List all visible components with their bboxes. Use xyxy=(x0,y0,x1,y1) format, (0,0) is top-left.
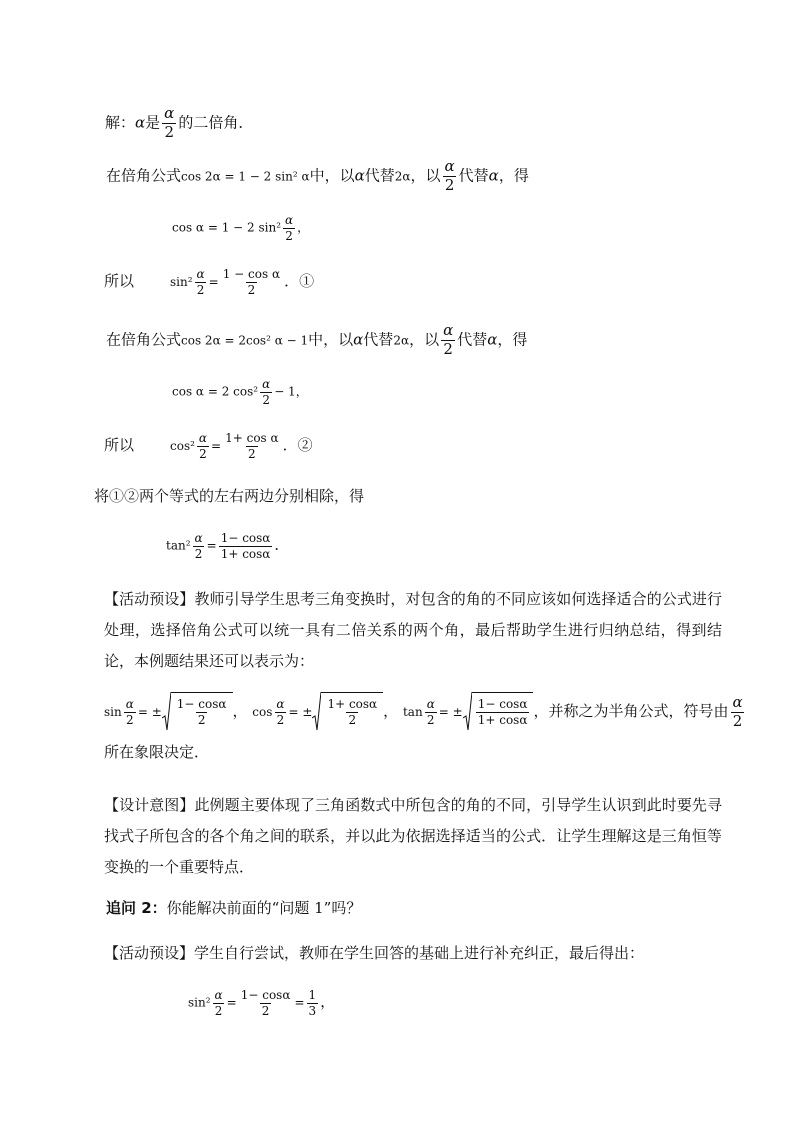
fraction xyxy=(274,698,286,726)
two-alpha: 2α xyxy=(394,169,411,184)
cos-lhs: cos xyxy=(252,705,273,719)
denominator: 2 xyxy=(214,1003,223,1018)
numerator: α xyxy=(426,696,435,711)
result-tan-squared xyxy=(166,532,289,560)
design-intention-paragraph: 【设计意图】此例题主要体现了三角函数式中所包含的角的不同，引导学生认识到此时要先寻找式子所包含的各个角之间的联系，并以此为依据选择适当的公式．让学生理解这是三角恒等变换的一个重要特点． xyxy=(104,796,722,876)
text: − 1， xyxy=(274,384,308,399)
activity-preset-paragraph: 【活动预设】教师引导学生思考三角变换时，对包含的角的不同应该如何选择适合的公式进行处理，选择倍角公式可以统一具有二倍关系的两个角，最后帮助学生进行归纳总结，得到结论，本例题结果还可以表示为： xyxy=(104,590,722,670)
equals-pm: = ± xyxy=(288,705,313,719)
text: 在倍角公式 xyxy=(106,330,182,349)
equation-cos-alpha-2 xyxy=(172,378,308,406)
numerator: α xyxy=(196,267,205,281)
two-alpha: 2α xyxy=(393,333,410,348)
followup-question xyxy=(106,898,361,918)
numerator: α xyxy=(285,213,294,227)
denominator: 1+ cosα xyxy=(477,713,528,727)
sin-lhs: sin xyxy=(104,705,122,719)
numerator: 1+ cos α xyxy=(225,431,279,445)
text: 代替 xyxy=(363,330,394,349)
numerator: α xyxy=(262,377,271,391)
denominator: 2 xyxy=(262,392,270,407)
alpha: α xyxy=(487,330,498,349)
numerator: α xyxy=(732,692,743,711)
label: 所以 xyxy=(104,436,135,455)
numerator: α xyxy=(443,321,454,339)
numerator: 1− cosα xyxy=(176,697,227,712)
denominator: 1+ cosα xyxy=(220,546,271,561)
fraction xyxy=(441,323,455,358)
denominator: 2 xyxy=(199,446,207,461)
denominator: 2 xyxy=(125,712,134,727)
equation-lhs: sin² xyxy=(188,995,211,1010)
equals: = xyxy=(294,995,305,1010)
fraction xyxy=(219,532,273,560)
text: ．② xyxy=(282,436,313,455)
radical-sign-icon xyxy=(162,692,171,732)
text: ， xyxy=(383,702,399,720)
text: 中，以 xyxy=(308,330,354,349)
numerator: 1 xyxy=(308,988,317,1002)
denominator: 2 xyxy=(261,1003,270,1018)
result-sin-squared xyxy=(104,268,314,296)
denominator: 2 xyxy=(426,712,435,727)
sqrt xyxy=(312,692,383,732)
divide-instruction: 将①②两个等式的左右两边分别相除，得 xyxy=(94,487,365,505)
equals-pm: = ± xyxy=(137,705,162,719)
label: 所以 xyxy=(104,272,135,291)
text: 代替 xyxy=(458,166,489,185)
numerator: α xyxy=(125,696,134,711)
fraction xyxy=(239,989,293,1017)
sqrt xyxy=(463,692,534,732)
denominator: 2 xyxy=(285,228,293,243)
alpha: α xyxy=(353,330,364,349)
double-angle-sin-line xyxy=(106,159,529,194)
denominator: 2 xyxy=(197,713,206,727)
alpha: α xyxy=(135,113,146,132)
half-angle-formulas xyxy=(104,692,747,732)
fraction xyxy=(425,698,437,726)
text: 代替 xyxy=(364,166,395,185)
numerator: α xyxy=(198,431,208,445)
numerator: 1− cosα xyxy=(220,531,271,545)
fraction xyxy=(283,214,295,242)
equation-cos-alpha-1 xyxy=(172,214,309,242)
numerator: α xyxy=(276,696,285,711)
text: 代替 xyxy=(457,330,488,349)
numerator: 1 − cos α xyxy=(222,267,281,281)
text: ，并称之为半角公式，符号由 xyxy=(533,702,729,720)
denominator: 2 xyxy=(248,446,256,461)
text: ，以 xyxy=(410,166,441,185)
double-angle-cos-line xyxy=(106,323,527,358)
alpha: α xyxy=(488,166,499,185)
text: ，得 xyxy=(498,166,529,185)
text: 是 xyxy=(145,113,161,132)
radical-sign-icon xyxy=(312,692,321,732)
text: ， xyxy=(232,702,248,720)
followup-text: 你能解决前面的“问题 1”吗？ xyxy=(166,899,362,917)
numerator: α xyxy=(444,157,455,175)
fraction xyxy=(223,432,281,460)
numerator: 1+ cosα xyxy=(327,697,378,712)
equation-lhs: tan² xyxy=(166,538,191,553)
fraction xyxy=(162,106,176,141)
fraction xyxy=(195,268,207,296)
denominator: 2 xyxy=(444,175,455,194)
text: ， xyxy=(320,992,336,1011)
fraction xyxy=(213,989,225,1017)
numerator: α xyxy=(214,988,223,1002)
result-sin-squared-value xyxy=(188,989,335,1017)
text: 中，以 xyxy=(309,166,355,185)
text: ， xyxy=(297,220,310,235)
radical-sign-icon xyxy=(463,692,472,732)
numerator: 1− cosα xyxy=(477,697,528,712)
solution-line xyxy=(105,106,253,141)
equals-pm: = ± xyxy=(438,705,463,719)
text: 解： xyxy=(105,113,136,132)
fraction xyxy=(443,159,457,194)
fraction xyxy=(124,698,136,726)
text: ． xyxy=(274,535,290,554)
denominator: 2 xyxy=(732,711,743,730)
sqrt xyxy=(162,692,233,732)
fraction xyxy=(193,532,205,560)
fraction xyxy=(260,378,272,406)
denominator: 2 xyxy=(196,282,205,297)
fraction xyxy=(307,989,319,1017)
tan-lhs: tan xyxy=(402,705,423,719)
equals: = xyxy=(206,538,217,553)
denominator: 2 xyxy=(194,546,203,561)
text: ．① xyxy=(284,272,315,291)
text: ，以 xyxy=(409,330,440,349)
quadrant-line: 所在象限决定． xyxy=(104,743,210,761)
numerator: α xyxy=(164,104,175,122)
text: 在倍角公式 xyxy=(106,166,182,185)
equation-lhs: cos α = 2 cos² xyxy=(172,384,259,399)
equals: = xyxy=(226,995,237,1010)
denominator: 2 xyxy=(164,122,175,141)
denominator: 3 xyxy=(308,1003,317,1018)
denominator: 2 xyxy=(348,713,357,727)
equation-lhs: sin² xyxy=(170,275,193,290)
numerator: 1− cosα xyxy=(240,988,291,1002)
equals: = xyxy=(211,439,222,454)
alpha: α xyxy=(354,166,365,185)
text: ，得 xyxy=(497,330,528,349)
numerator: α xyxy=(194,531,203,545)
equation-lhs: cos α = 1 − 2 sin² xyxy=(172,220,282,235)
formula: cos 2α = 1 − 2 sin² α xyxy=(181,169,310,184)
followup-label: 追问 2： xyxy=(106,899,167,917)
text: 的二倍角． xyxy=(178,113,254,132)
denominator: 2 xyxy=(276,712,285,727)
result-cos-squared xyxy=(104,432,313,460)
denominator: 2 xyxy=(247,282,256,297)
formula: cos 2α = 2cos² α − 1 xyxy=(181,333,309,348)
equation-lhs: cos² xyxy=(170,439,195,454)
activity-preset-2: 【活动预设】学生自行尝试，教师在学生回答的基础上进行补充纠正，最后得出： xyxy=(104,944,645,962)
fraction xyxy=(221,268,282,296)
fraction xyxy=(197,432,209,460)
equals: = xyxy=(208,275,219,290)
fraction xyxy=(730,692,744,730)
denominator: 2 xyxy=(443,339,453,358)
